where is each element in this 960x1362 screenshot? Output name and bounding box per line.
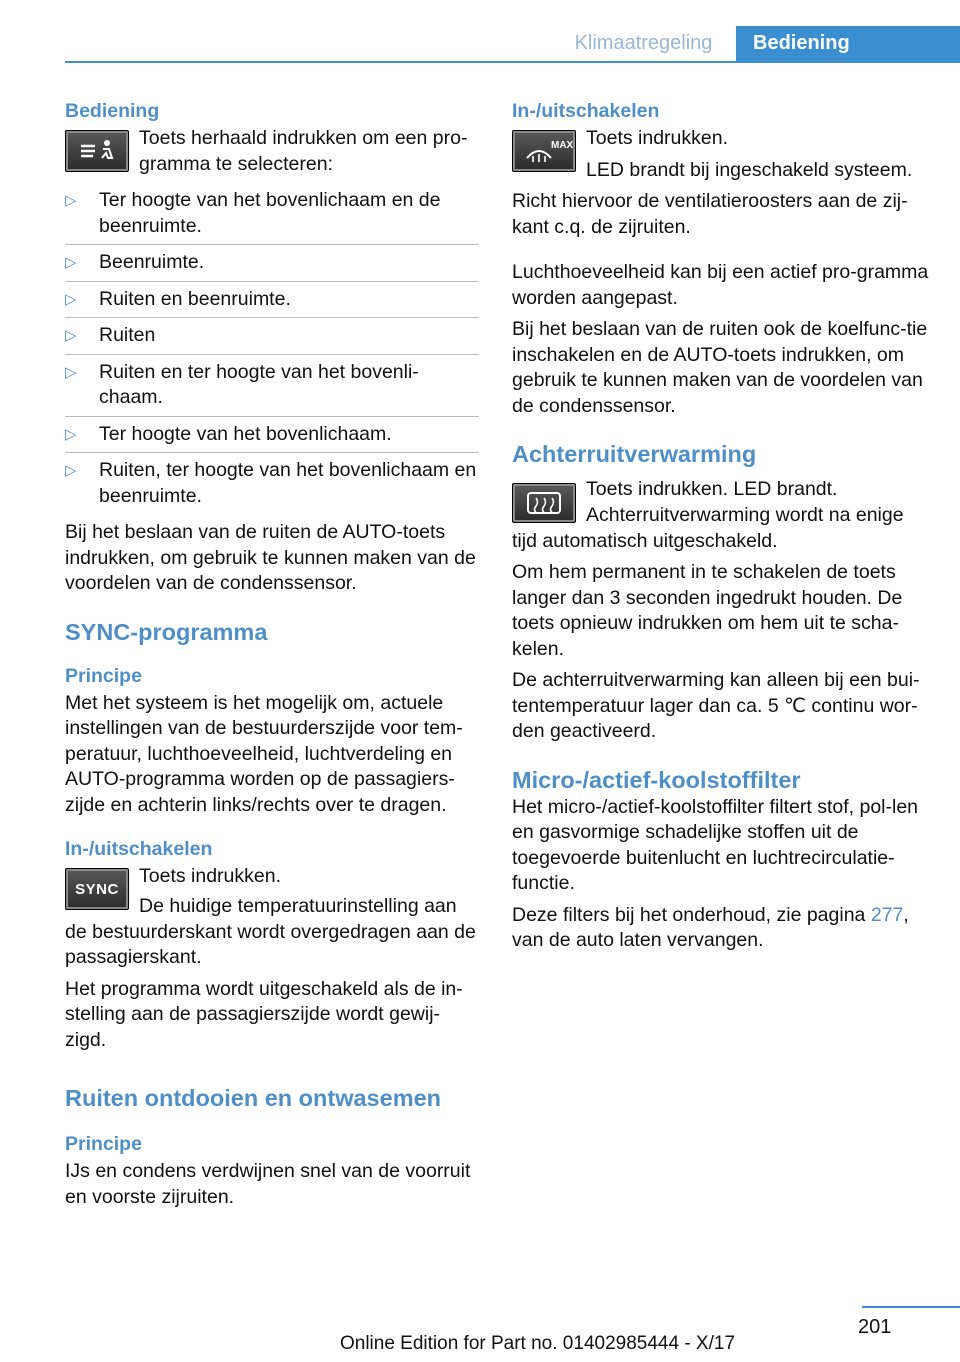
achter-text-2: Om hem permanent in te schakelen de toets langer dan 3 seconden ingedrukt houden. De toets opnieuw indrukken om hem uit te scha‐kelen. [512, 561, 903, 660]
heading-sync-programma: SYNC-programma [65, 618, 268, 645]
left-column [65, 98, 479, 1216]
header-rule [65, 61, 960, 63]
max-defrost-icon [512, 130, 576, 172]
list-item-text: Ter hoogte van het bovenlichaam. [99, 422, 392, 445]
principe-2-text: IJs en condens verdwijnen snel van de voorruit en voorste zijruiten. [65, 1160, 471, 1208]
list-item-text: Beenruimte. [99, 251, 205, 273]
max-press-text: Toets indrukken. [586, 127, 728, 149]
list-item [65, 318, 479, 355]
list-marker-icon: ▷ [65, 290, 77, 308]
rear-window-heating-icon [512, 483, 576, 523]
list-item-text: Ruiten en ter hoogte van het bovenli‐chaam. [99, 360, 419, 408]
max-row [512, 126, 932, 189]
heading-in-uitschakelen: In-/uitschakelen [65, 838, 213, 860]
list-item-text: Ruiten, ter hoogte van het bovenlichaam en beenruimte. [99, 459, 477, 507]
sync-button-label: SYNC [75, 880, 119, 898]
heading-in-uitschakelen-2: In-/uitschakelen [512, 100, 660, 122]
list-item [65, 453, 479, 514]
list-marker-icon: ▷ [65, 462, 77, 479]
list-marker-icon: ▷ [65, 192, 77, 209]
filter-text-1: Het micro-/actief-koolstoffilter filtert stof, pol‐len en gasvormige schadelijke stoffen uit de toegevoerde buitenlucht en luchtrecirculatie‐functie. [512, 795, 919, 894]
list-item [65, 183, 479, 245]
max-text-2: Luchthoeveelheid kan bij een actief pro‐gramma worden aangepast. [512, 261, 929, 309]
heading-achterruitverwarming: Achterruitverwarming [512, 441, 757, 467]
heading-principe: Principe [65, 664, 142, 687]
filter-text-2-pre: Deze filters bij het onderhoud, zie pagina [512, 903, 871, 926]
program-list [65, 183, 479, 514]
bediening-text: Toets herhaald indrukken om een pro‐gramma te selecteren: [139, 127, 468, 175]
footer-rule [862, 1306, 960, 1308]
right-column [512, 98, 932, 960]
filter-text-2 [512, 903, 932, 954]
list-item-text: Ruiten [99, 324, 156, 346]
page-277-link[interactable]: 277 [870, 903, 904, 926]
list-marker-icon: ▷ [65, 327, 77, 344]
edition-footer: Online Edition for Part no. 01402985444 - X/17 [339, 1333, 736, 1354]
filter-text-2-post: , van de auto laten vervangen. [512, 903, 909, 951]
max-texts [586, 126, 932, 189]
max-text-1: Richt hiervoor de ventilatieroosters aan de zij‐kant c.q. de zijruiten. [512, 190, 908, 238]
achter-text-1: Achterruitverwarming wordt na enige tijd automatisch uitgeschakeld. [512, 504, 904, 552]
air-distribution-row [65, 126, 479, 183]
list-item [65, 245, 479, 282]
heading-principe-2: Principe [65, 1133, 142, 1155]
max-led-text: LED brandt bij ingeschakeld systeem. [586, 158, 913, 181]
list-item-text: Ruiten en beenruimte. [99, 287, 291, 310]
heading-ruiten-ontdooien: Ruiten ontdooien en ontwasemen [65, 1085, 442, 1111]
auto-text: Bij het beslaan van de ruiten de AUTO-toets indrukken, om gebruik te kunnen maken van de voordelen van de condenssensor. [65, 521, 476, 594]
heading-koolstoffilter: Micro-/actief-koolstoffilter [512, 766, 801, 793]
sync-text: De huidige temperatuurinstelling aan de bestuurderskant wordt overgedragen aan de passagierskant. [65, 895, 476, 968]
heading-bediening: Bediening [65, 100, 160, 122]
list-marker-icon: ▷ [65, 254, 77, 271]
list-item-text: Ter hoogte van het bovenlichaam en de beenruimte. [99, 189, 441, 237]
header-tab-bediening[interactable]: Bediening [736, 26, 960, 62]
sync-button-icon [65, 868, 129, 910]
principe-text: Met het systeem is het mogelijk om, actuele instellingen van de bestuurderszijde voor tem‐peratuur, luchthoeveelheid, luchtverdeling en AUTO-programma worden op de passagiers‐zijde en achterin links/rechts over te dragen. [65, 691, 463, 816]
max-label: MAX [551, 140, 574, 151]
list-item [65, 417, 479, 454]
list-item [65, 355, 479, 417]
sync-off-text: Het programma wordt uitgeschakeld als de in‐stelling aan de passagierszijde wordt gewij‐zigd. [65, 977, 463, 1051]
achter-text-3: De achterruitverwarming kan alleen bij een bui‐tentemperatuur lager dan ca. 5 ℃ continu wor‐den geactiveerd. [512, 669, 920, 742]
max-text-3: Bij het beslaan van de ruiten ook de koelfunc‐tie inschakelen en de AUTO-toets indrukken, om gebruik te kunnen maken van de voordelen van de condenssensor. [512, 318, 928, 417]
header-tab-klimaatregeling[interactable]: Klimaatregeling [574, 32, 713, 54]
sync-press-text: Toets indrukken. [139, 865, 281, 887]
air-distribution-icon [65, 130, 129, 172]
list-marker-icon: ▷ [65, 363, 77, 381]
achter-press-text: Toets indrukken. LED brandt. [586, 478, 838, 500]
list-marker-icon: ▷ [65, 425, 77, 443]
list-item [65, 282, 479, 319]
page-number: 201 [858, 1316, 892, 1338]
